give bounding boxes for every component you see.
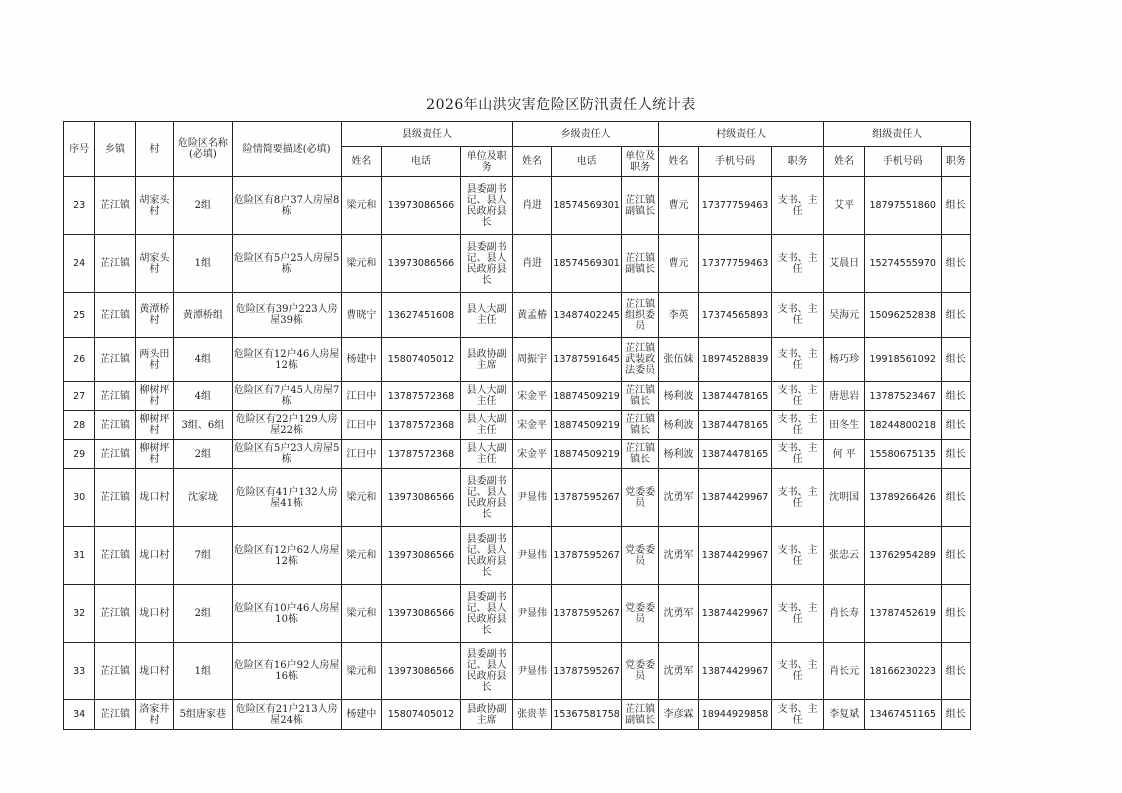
cell-village-post: 支书、主任 [771, 469, 824, 527]
cell-group-name: 沈明国 [824, 469, 864, 527]
cell-village-name: 李彦霖 [658, 700, 698, 730]
cell-county-phone: 15807405012 [382, 338, 461, 382]
cell-township-title: 芷江镇副镇长 [622, 235, 658, 293]
cell-county-name: 杨建中 [341, 338, 381, 382]
cell-village-post: 支书、主任 [771, 440, 824, 469]
cell-village: 垅口村 [135, 585, 173, 643]
cell-zone: 沈家垅 [174, 469, 233, 527]
cell-town: 芷江镇 [95, 235, 135, 293]
cell-township-phone: 18574569301 [551, 177, 622, 235]
cell-zone: 2组 [174, 177, 233, 235]
cell-township-phone: 13787595267 [551, 527, 622, 585]
cell-desc: 危险区有5户25人房屋5栋 [232, 235, 341, 293]
cell-county-title: 县委副书记、县人民政府县长 [460, 527, 513, 585]
cell-seq: 32 [64, 585, 95, 643]
header-zone: 危险区名称(必填) [174, 122, 233, 177]
cell-township-phone: 18874509219 [551, 440, 622, 469]
cell-county-phone: 13973086566 [382, 585, 461, 643]
cell-group-post: 组长 [941, 700, 970, 730]
cell-desc: 危险区有22户129人房屋22栋 [232, 411, 341, 440]
cell-county-name: 梁元和 [341, 235, 381, 293]
header-group-post: 职务 [941, 147, 970, 177]
cell-village: 胡家头村 [135, 177, 173, 235]
cell-group-mobile: 13787452619 [864, 585, 941, 643]
table-row [64, 382, 971, 411]
cell-town: 芷江镇 [95, 700, 135, 730]
cell-seq: 29 [64, 440, 95, 469]
cell-village-name: 杨利波 [658, 411, 698, 440]
header-township-name: 姓名 [513, 147, 551, 177]
table-row [64, 411, 971, 440]
cell-village-name: 杨利波 [658, 382, 698, 411]
table-row [64, 527, 971, 585]
header-village-group: 村级责任人 [658, 122, 824, 147]
cell-township-phone: 18874509219 [551, 382, 622, 411]
cell-village-name: 沈勇军 [658, 585, 698, 643]
cell-group-mobile: 19918561092 [864, 338, 941, 382]
cell-township-title: 芷江镇镇长 [622, 411, 658, 440]
table-row [64, 235, 971, 293]
cell-group-post: 组长 [941, 440, 970, 469]
cell-zone: 1组 [174, 235, 233, 293]
responsibility-table [63, 121, 971, 730]
table-row [64, 469, 971, 527]
cell-seq: 23 [64, 177, 95, 235]
cell-township-name: 尹显伟 [513, 585, 551, 643]
cell-village-mobile: 18944929858 [699, 700, 772, 730]
cell-county-name: 江日中 [341, 382, 381, 411]
cell-village: 黄潭桥村 [135, 293, 173, 338]
cell-group-post: 组长 [941, 177, 970, 235]
cell-village-name: 沈勇军 [658, 469, 698, 527]
cell-village-mobile: 17377759463 [699, 177, 772, 235]
cell-town: 芷江镇 [95, 338, 135, 382]
header-village-name: 姓名 [658, 147, 698, 177]
cell-township-name: 尹显伟 [513, 527, 551, 585]
cell-seq: 26 [64, 338, 95, 382]
cell-township-title: 党委委员 [622, 643, 658, 700]
header-township-phone: 电话 [551, 147, 622, 177]
cell-zone: 4组 [174, 382, 233, 411]
cell-group-name: 唐思岩 [824, 382, 864, 411]
cell-township-title: 芷江镇组织委员 [622, 293, 658, 338]
table-row [64, 700, 971, 730]
cell-group-mobile: 15274555970 [864, 235, 941, 293]
cell-township-name: 黄孟椿 [513, 293, 551, 338]
header-county-group: 县级责任人 [341, 122, 513, 147]
cell-zone: 黄潭桥组 [174, 293, 233, 338]
cell-village-post: 支书、主任 [771, 338, 824, 382]
header-seq: 序号 [64, 122, 95, 177]
cell-township-phone: 18574569301 [551, 235, 622, 293]
cell-village-post: 支书、主任 [771, 293, 824, 338]
table-row [64, 440, 971, 469]
cell-county-title: 县政协副主席 [460, 338, 513, 382]
cell-group-name: 何 平 [824, 440, 864, 469]
cell-county-title: 县人大副主任 [460, 293, 513, 338]
cell-county-phone: 13973086566 [382, 235, 461, 293]
cell-town: 芷江镇 [95, 177, 135, 235]
cell-group-mobile: 13467451165 [864, 700, 941, 730]
cell-group-post: 组长 [941, 293, 970, 338]
cell-zone: 4组 [174, 338, 233, 382]
cell-county-phone: 13787572368 [382, 440, 461, 469]
cell-desc: 危险区有10户46人房屋10栋 [232, 585, 341, 643]
cell-village-post: 支书、主任 [771, 643, 824, 700]
cell-group-mobile: 15580675135 [864, 440, 941, 469]
cell-village-mobile: 13874478165 [699, 440, 772, 469]
cell-county-phone: 13973086566 [382, 469, 461, 527]
cell-county-name: 梁元和 [341, 643, 381, 700]
header-county-phone: 电话 [382, 147, 461, 177]
cell-county-name: 曹晓宁 [341, 293, 381, 338]
cell-county-title: 县人大副主任 [460, 411, 513, 440]
cell-group-post: 组长 [941, 643, 970, 700]
cell-group-mobile: 13789266426 [864, 469, 941, 527]
cell-group-post: 组长 [941, 469, 970, 527]
cell-township-name: 尹显伟 [513, 643, 551, 700]
cell-group-mobile: 18166230223 [864, 643, 941, 700]
cell-village-name: 杨利波 [658, 440, 698, 469]
cell-group-mobile: 18797551860 [864, 177, 941, 235]
cell-desc: 危险区有12户62人房屋12栋 [232, 527, 341, 585]
cell-county-phone: 13627451608 [382, 293, 461, 338]
cell-group-name: 张忠云 [824, 527, 864, 585]
cell-township-name: 宋金平 [513, 440, 551, 469]
cell-county-name: 梁元和 [341, 527, 381, 585]
header-group-name: 姓名 [824, 147, 864, 177]
cell-township-title: 芷江镇镇长 [622, 382, 658, 411]
cell-zone: 2组 [174, 585, 233, 643]
cell-town: 芷江镇 [95, 527, 135, 585]
cell-town: 芷江镇 [95, 585, 135, 643]
cell-county-title: 县委副书记、县人民政府县长 [460, 469, 513, 527]
cell-village-name: 沈勇军 [658, 527, 698, 585]
cell-village-mobile: 17374565893 [699, 293, 772, 338]
cell-township-name: 肖进 [513, 177, 551, 235]
header-desc: 险情简要描述(必填) [232, 122, 341, 177]
cell-zone: 3组、6组 [174, 411, 233, 440]
cell-county-name: 江日中 [341, 411, 381, 440]
cell-village-mobile: 13874429967 [699, 527, 772, 585]
cell-county-name: 杨建中 [341, 700, 381, 730]
cell-county-phone: 13787572368 [382, 382, 461, 411]
cell-zone: 7组 [174, 527, 233, 585]
document-title: 2026年山洪灾害危险区防汛责任人统计表 [426, 97, 696, 113]
cell-desc: 危险区有12户46人房屋12栋 [232, 338, 341, 382]
cell-township-phone: 13487402245 [551, 293, 622, 338]
cell-township-title: 党委委员 [622, 527, 658, 585]
cell-group-post: 组长 [941, 382, 970, 411]
cell-village: 柳树坪村 [135, 382, 173, 411]
cell-village: 胡家头村 [135, 235, 173, 293]
cell-group-post: 组长 [941, 338, 970, 382]
cell-county-phone: 13973086566 [382, 643, 461, 700]
cell-group-post: 组长 [941, 411, 970, 440]
cell-township-title: 芷江镇副镇长 [622, 700, 658, 730]
cell-township-name: 肖进 [513, 235, 551, 293]
cell-village: 柳树坪村 [135, 440, 173, 469]
cell-county-title: 县委副书记、县人民政府县长 [460, 643, 513, 700]
cell-village-mobile: 13874478165 [699, 382, 772, 411]
header-village: 村 [135, 122, 173, 177]
cell-group-name: 艾平 [824, 177, 864, 235]
cell-township-title: 芷江镇副镇长 [622, 177, 658, 235]
cell-group-post: 组长 [941, 585, 970, 643]
cell-group-name: 李复斌 [824, 700, 864, 730]
cell-seq: 25 [64, 293, 95, 338]
cell-county-name: 梁元和 [341, 469, 381, 527]
cell-group-name: 吴海元 [824, 293, 864, 338]
cell-county-phone: 15807405012 [382, 700, 461, 730]
cell-group-name: 田冬生 [824, 411, 864, 440]
cell-group-mobile: 18244800218 [864, 411, 941, 440]
cell-village-mobile: 17377759463 [699, 235, 772, 293]
cell-group-mobile: 13762954289 [864, 527, 941, 585]
cell-village: 柳树坪村 [135, 411, 173, 440]
cell-seq: 24 [64, 235, 95, 293]
cell-village: 垅口村 [135, 469, 173, 527]
cell-township-name: 周振宇 [513, 338, 551, 382]
table-row [64, 293, 971, 338]
header-village-mobile: 手机号码 [699, 147, 772, 177]
cell-village-name: 张伍妹 [658, 338, 698, 382]
header-town: 乡镇 [95, 122, 135, 177]
cell-county-title: 县政协副主席 [460, 700, 513, 730]
cell-village-post: 支书、主任 [771, 235, 824, 293]
header-county-name: 姓名 [341, 147, 381, 177]
header-group-group: 组级责任人 [824, 122, 971, 147]
cell-town: 芷江镇 [95, 643, 135, 700]
cell-township-phone: 15367581758 [551, 700, 622, 730]
cell-desc: 危险区有41户132人房屋41栋 [232, 469, 341, 527]
header-township-group: 乡级责任人 [513, 122, 658, 147]
header-township-title: 单位及职务 [622, 147, 658, 177]
cell-county-name: 梁元和 [341, 585, 381, 643]
cell-village-post: 支书、主任 [771, 700, 824, 730]
header-county-title: 单位及职务 [460, 147, 513, 177]
cell-group-post: 组长 [941, 235, 970, 293]
cell-town: 芷江镇 [95, 469, 135, 527]
cell-village-mobile: 13874429967 [699, 643, 772, 700]
cell-township-name: 宋金平 [513, 382, 551, 411]
cell-zone: 5组唐家巷 [174, 700, 233, 730]
cell-group-name: 肖长元 [824, 643, 864, 700]
cell-village-post: 支书、主任 [771, 411, 824, 440]
cell-village-name: 曹元 [658, 177, 698, 235]
cell-desc: 危险区有16户92人房屋16栋 [232, 643, 341, 700]
cell-town: 芷江镇 [95, 382, 135, 411]
cell-seq: 31 [64, 527, 95, 585]
cell-village-post: 支书、主任 [771, 382, 824, 411]
cell-county-title: 县委副书记、县人民政府县长 [460, 177, 513, 235]
cell-township-phone: 13787591645 [551, 338, 622, 382]
cell-village-name: 李英 [658, 293, 698, 338]
cell-township-title: 芷江镇镇长 [622, 440, 658, 469]
cell-township-phone: 13787595267 [551, 643, 622, 700]
cell-desc: 危险区有21户213人房屋24栋 [232, 700, 341, 730]
cell-township-name: 宋金平 [513, 411, 551, 440]
cell-county-title: 县人大副主任 [460, 440, 513, 469]
cell-township-name: 尹显伟 [513, 469, 551, 527]
cell-seq: 28 [64, 411, 95, 440]
table-row [64, 643, 971, 700]
cell-town: 芷江镇 [95, 293, 135, 338]
cell-town: 芷江镇 [95, 411, 135, 440]
cell-county-title: 县人大副主任 [460, 382, 513, 411]
cell-group-mobile: 13787523467 [864, 382, 941, 411]
cell-village-name: 沈勇军 [658, 643, 698, 700]
cell-township-title: 党委委员 [622, 469, 658, 527]
cell-seq: 30 [64, 469, 95, 527]
cell-county-phone: 13787572368 [382, 411, 461, 440]
cell-county-phone: 13973086566 [382, 177, 461, 235]
cell-desc: 危险区有8户37人房屋8栋 [232, 177, 341, 235]
cell-village: 两头田村 [135, 338, 173, 382]
cell-township-phone: 13787595267 [551, 469, 622, 527]
cell-group-name: 杨巧珍 [824, 338, 864, 382]
cell-village-mobile: 13874429967 [699, 585, 772, 643]
cell-county-name: 江日中 [341, 440, 381, 469]
cell-desc: 危险区有5户23人房屋5栋 [232, 440, 341, 469]
table-row [64, 585, 971, 643]
cell-seq: 27 [64, 382, 95, 411]
cell-county-phone: 13973086566 [382, 527, 461, 585]
cell-village-mobile: 13874478165 [699, 411, 772, 440]
cell-county-title: 县委副书记、县人民政府县长 [460, 585, 513, 643]
cell-seq: 33 [64, 643, 95, 700]
cell-zone: 2组 [174, 440, 233, 469]
cell-village-post: 支书、主任 [771, 527, 824, 585]
cell-village-mobile: 18974528839 [699, 338, 772, 382]
table-row [64, 338, 971, 382]
cell-seq: 34 [64, 700, 95, 730]
cell-village-post: 支书、主任 [771, 177, 824, 235]
cell-town: 芷江镇 [95, 440, 135, 469]
cell-township-name: 张贵莘 [513, 700, 551, 730]
cell-group-mobile: 15096252838 [864, 293, 941, 338]
cell-desc: 危险区有39户223人房屋39栋 [232, 293, 341, 338]
header-group-mobile: 手机号码 [864, 147, 941, 177]
cell-township-title: 党委委员 [622, 585, 658, 643]
table-row [64, 177, 971, 235]
cell-group-name: 艾晨日 [824, 235, 864, 293]
cell-village: 垅口村 [135, 643, 173, 700]
header-village-post: 职务 [771, 147, 824, 177]
cell-group-post: 组长 [941, 527, 970, 585]
cell-zone: 1组 [174, 643, 233, 700]
cell-township-title: 芷江镇武装政法委员 [622, 338, 658, 382]
cell-township-phone: 13787595267 [551, 585, 622, 643]
cell-county-title: 县委副书记、县人民政府县长 [460, 235, 513, 293]
cell-village-mobile: 13874429967 [699, 469, 772, 527]
cell-group-name: 肖长寿 [824, 585, 864, 643]
cell-village-post: 支书、主任 [771, 585, 824, 643]
cell-township-phone: 18874509219 [551, 411, 622, 440]
cell-village: 洛家井村 [135, 700, 173, 730]
cell-desc: 危险区有7户45人房屋7栋 [232, 382, 341, 411]
cell-village: 垅口村 [135, 527, 173, 585]
cell-county-name: 梁元和 [341, 177, 381, 235]
cell-village-name: 曹元 [658, 235, 698, 293]
